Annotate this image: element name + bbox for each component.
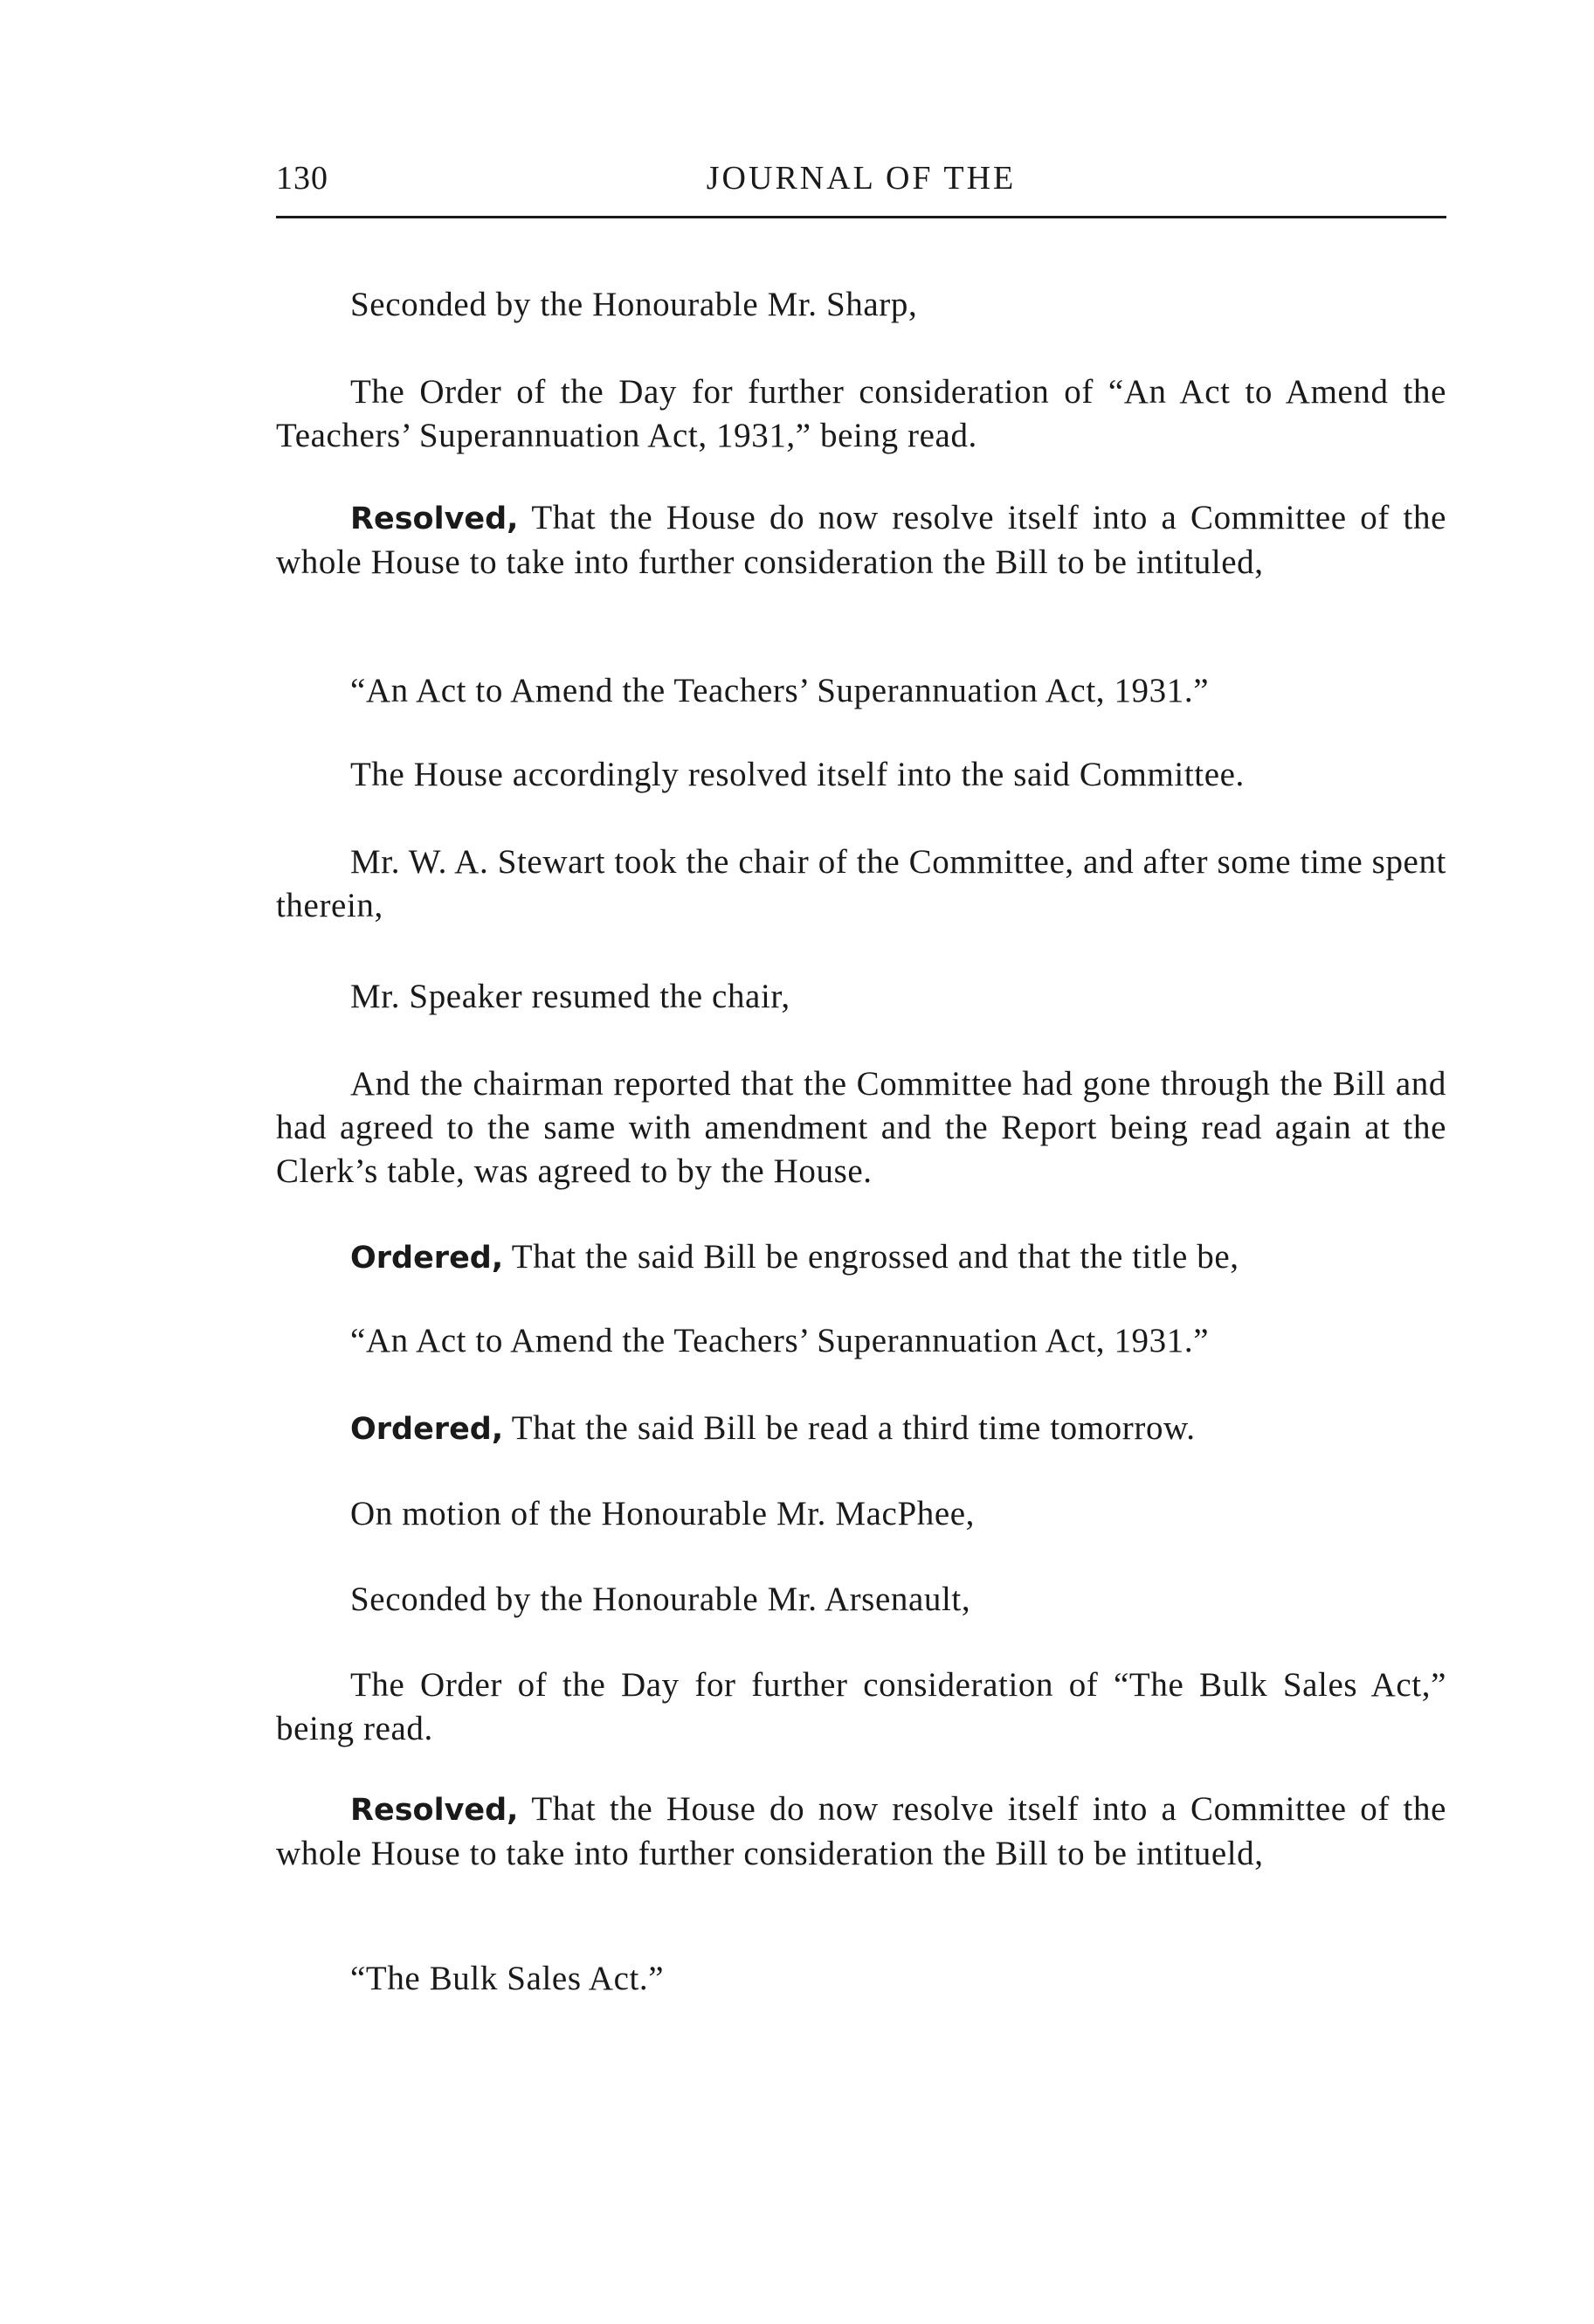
paragraph [276,975,1446,1019]
paragraph [276,1788,1446,1876]
paragraph-text: Mr. Speaker resumed the chair, [350,978,790,1015]
paragraph [276,1235,1446,1280]
bill-title: “The Bulk Sales Act.” [350,1960,665,1997]
paragraph-text: Seconded by the Honourable Mr. Arsenault, [350,1580,971,1618]
paragraph-text: On motion of the Honourable Mr. MacPhee, [350,1495,976,1532]
paragraph-text: The Order of the Day for further consideration of “The Bulk Sales Act,” being read. [276,1666,1446,1747]
paragraph-text: The Order of the Day for further consideration of “An Act to Amend the Teachers’ Superannuation Act, 1931,” being read. [276,373,1446,454]
paragraph [276,1062,1446,1193]
header-rule [276,216,1446,218]
paragraph [276,1957,1446,2001]
paragraph-text: Seconded by the Honourable Mr. Sharp, [350,286,918,323]
paragraph [276,753,1446,797]
page-header [276,154,1446,206]
paragraph-text: That the said Bill be engrossed and that the title be, [503,1238,1239,1276]
paragraph [276,1492,1446,1536]
paragraph [276,669,1446,713]
paragraph-text: That the House do now resolve itself into a Committee of the whole House to take into further consideration the Bill to be intituled, [276,499,1446,581]
page-number: 130 [276,160,328,197]
paragraph [276,1663,1446,1751]
resolved-label: Resolved, [350,1793,519,1828]
paragraph-text: That the House do now resolve itself into a Committee of the whole House to take into further consideration the Bill to be intitueld, [276,1790,1446,1872]
paragraph [276,1407,1446,1451]
ordered-label: Ordered, [350,1412,504,1447]
paragraph [276,1319,1446,1363]
paragraph [276,370,1446,458]
paragraph-text: Mr. W. A. Stewart took the chair of the Committee, and after some time spent therein, [276,843,1446,924]
paragraph [276,1578,1446,1622]
paragraph [276,840,1446,928]
paragraph-text: That the said Bill be read a third time tomorrow. [503,1409,1196,1447]
paragraph-text: The House accordingly resolved itself into the said Committee. [350,756,1245,793]
paragraph-text: And the chairman reported that the Committee had gone through the Bill and had agreed to the same with amendment and the Report being read again at the Clerk’s table, was agreed to by the House. [276,1065,1446,1190]
bill-title: “An Act to Amend the Teachers’ Superannuation Act, 1931.” [350,1322,1210,1359]
paragraph [276,283,1446,327]
ordered-label: Ordered, [350,1241,504,1276]
bill-title: “An Act to Amend the Teachers’ Superannuation Act, 1931.” [350,672,1210,709]
resolved-label: Resolved, [350,501,519,536]
paragraph [276,496,1446,584]
running-title: JOURNAL OF THE [706,160,1017,197]
